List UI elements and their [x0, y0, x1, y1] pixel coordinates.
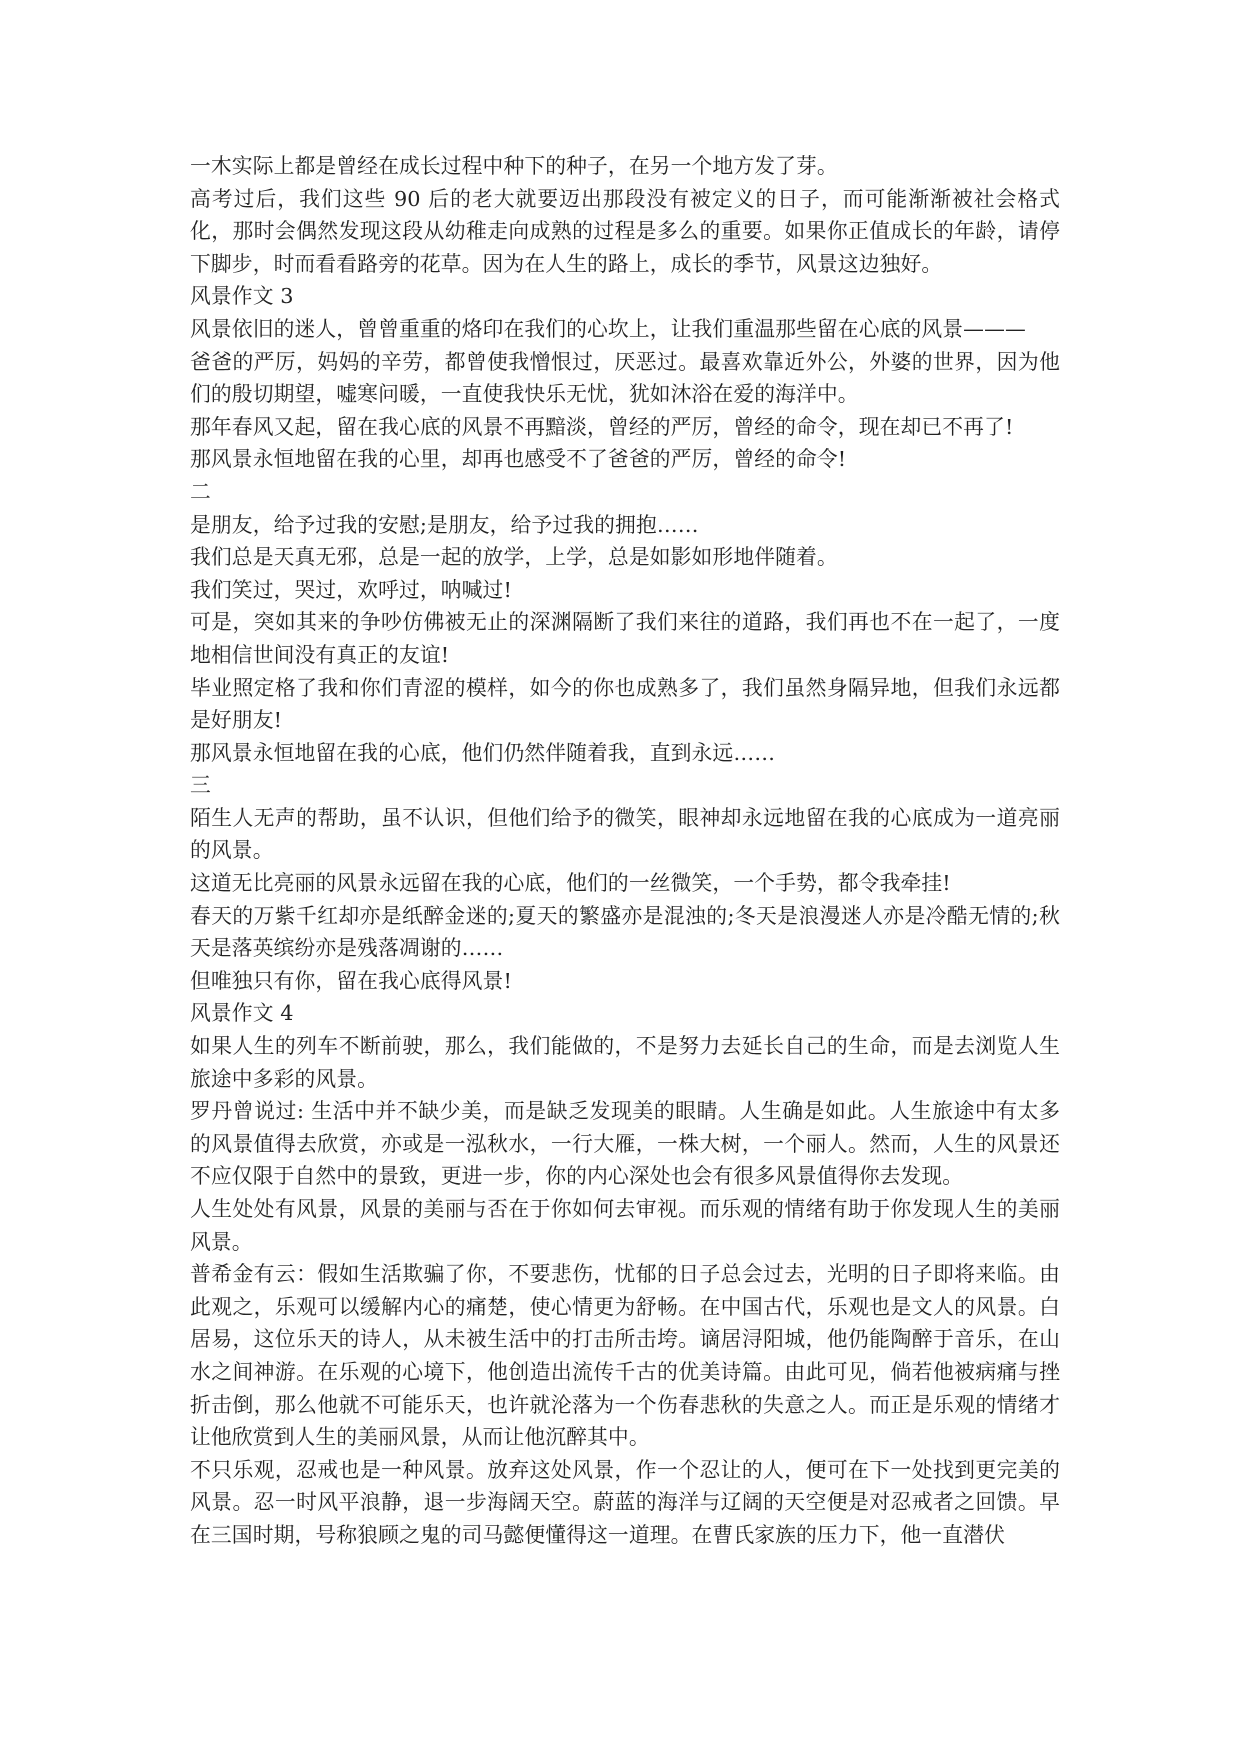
paragraph: 那风景永恒地留在我的心里，却再也感受不了爸爸的严厉，曾经的命令!	[190, 447, 847, 472]
paragraph: 普希金有云：假如生活欺骗了你，不要悲伤，忧郁的日子总会过去，光明的日子即将来临。由此观之，乐观可以缓解内心的痛楚，使心情更为舒畅。在中国古代，乐观也是文人的风景。白居易，这位乐天的诗人，从未被生活中的打击所击垮。谪居浔阳城，他仍能陶醉于音乐，在山水之间神游。在乐观的心境下，他创造出流传千古的优美诗篇。由此可见，倘若他被病痛与挫折击倒，那么他就不可能乐天，也许就沦落为一个伤春悲秋的失意之人。而正是乐观的情绪才让他欣赏到人生的美丽风景，从而让他沉醉其中。	[190, 1262, 1060, 1450]
paragraph: 高考过后，我们这些 90 后的老大就要迈出那段没有被定义的日子，而可能渐渐被社会格式化，那时会偶然发现这段从幼稚走向成熟的过程是多么的重要。如果你正值成长的年龄，请停下脚步，时而看看路旁的花草。因为在人生的路上，成长的季节，风景这边独好。	[190, 186, 1060, 276]
section-heading: 风景作文 3	[190, 284, 294, 309]
section-heading: 三	[190, 773, 211, 798]
paragraph: 罗丹曾说过: 生活中并不缺少美，而是缺乏发现美的眼睛。人生确是如此。人生旅途中有太多的风景值得去欣赏，亦或是一泓秋水，一行大雁，一株大树，一个丽人。然而，人生的风景还不应仅限于自然中的景致，更进一步，你的内心深处也会有很多风景值得你去发现。	[190, 1099, 1060, 1189]
paragraph: 陌生人无声的帮助，虽不认识，但他们给予的微笑，眼神却永远地留在我的心底成为一道亮丽的风景。	[190, 805, 1060, 863]
paragraph: 人生处处有风景，风景的美丽与否在于你如何去审视。而乐观的情绪有助于你发现人生的美丽风景。	[190, 1197, 1060, 1254]
paragraph: 那年春风又起，留在我心底的风景不再黯淡，曾经的严厉，曾经的命令，现在却已不再了!	[190, 414, 1014, 439]
paragraph: 可是，突如其来的争吵仿佛被无止的深渊隔断了我们来往的道路，我们再也不在一起了，一度地相信世间没有真正的友谊!	[190, 610, 1060, 667]
paragraph: 我们笑过，哭过，欢呼过，呐喊过!	[190, 577, 512, 602]
paragraph: 但唯独只有你，留在我心底得风景!	[190, 968, 512, 993]
document-page	[190, 150, 1060, 1552]
section-heading: 二	[190, 479, 211, 504]
paragraph: 春天的万紫千红却亦是纸醉金迷的;夏天的繁盛亦是混浊的;冬天是浪漫迷人亦是冷酷无情的;秋天是落英缤纷亦是残落凋谢的……	[190, 903, 1060, 961]
paragraph: 爸爸的严厉，妈妈的辛劳，都曾使我憎恨过，厌恶过。最喜欢靠近外公，外婆的世界，因为他们的殷切期望，嘘寒问暖，一直使我快乐无忧，犹如沐浴在爱的海洋中。	[190, 349, 1060, 407]
paragraph: 我们总是天真无邪，总是一起的放学，上学，总是如影如形地伴随着。	[190, 545, 838, 570]
paragraph: 不只乐观，忍戒也是一种风景。放弃这处风景，作一个忍让的人，便可在下一处找到更完美的风景。忍一时风平浪静，退一步海阔天空。蔚蓝的海洋与辽阔的天空便是对忍戒者之回馈。早在三国时期，号称狼顾之鬼的司马懿便懂得这一道理。在曹氏家族的压力下，他一直潜伏	[190, 1457, 1060, 1547]
paragraph: 毕业照定格了我和你们青涩的模样，如今的你也成熟多了，我们虽然身隔异地，但我们永远都是好朋友!	[190, 675, 1060, 733]
paragraph: 风景依旧的迷人，曾曾重重的烙印在我们的心坎上，让我们重温那些留在心底的风景———	[190, 316, 1026, 341]
section-heading: 风景作文 4	[190, 1001, 294, 1026]
paragraph: 如果人生的列车不断前驶，那么，我们能做的，不是努力去延长自己的生命，而是去浏览人生旅途中多彩的风景。	[190, 1034, 1060, 1091]
paragraph: 一木实际上都是曾经在成长过程中种下的种子，在另一个地方发了芽。	[190, 154, 838, 178]
paragraph: 那风景永恒地留在我的心底，他们仍然伴随着我，直到永远……	[190, 740, 776, 765]
paragraph: 是朋友，给予过我的安慰;是朋友，给予过我的拥抱……	[190, 512, 699, 537]
paragraph: 这道无比亮丽的风景永远留在我的心底，他们的一丝微笑，一个手势，都令我牵挂!	[190, 871, 951, 896]
